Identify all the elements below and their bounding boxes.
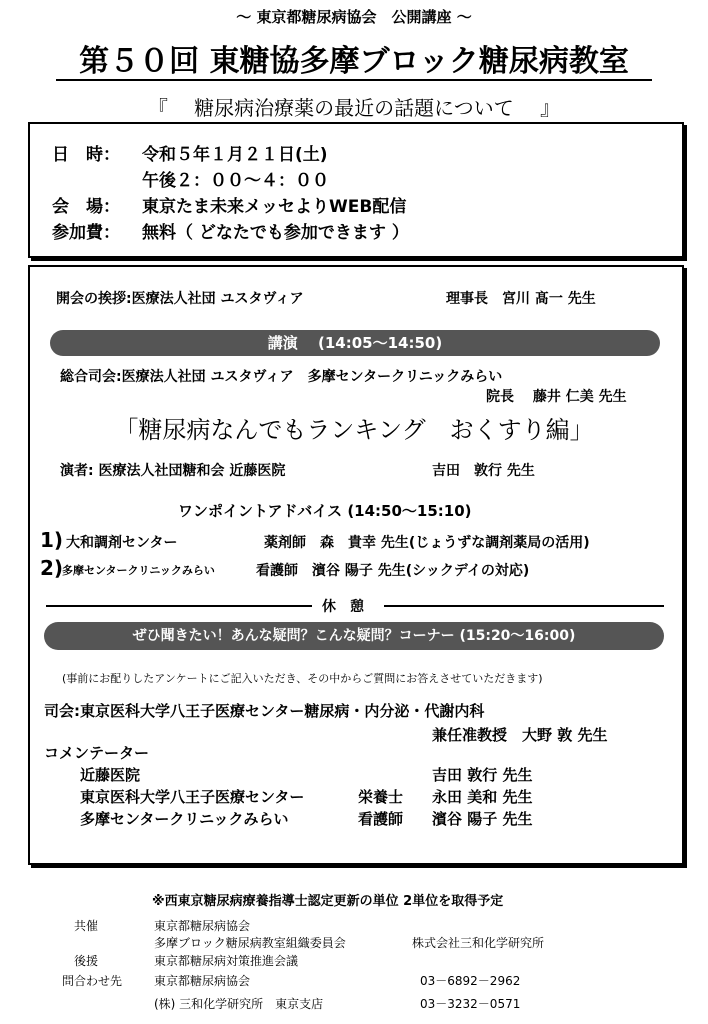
cohost-label: 共催 <box>74 919 99 933</box>
contact-1: 東京都糖尿病協会 <box>154 974 251 988</box>
organizer-line: ～ 東京都糖尿病協会 公開講座 ～ <box>236 8 472 26</box>
mc-line: 司会:東京医科大学八王子医療センター糖尿病・内分泌・代謝内科 <box>44 702 485 720</box>
page-title: 第５０回 東糖協多摩ブロック糖尿病教室 <box>79 44 629 79</box>
break-rule-left <box>46 605 312 607</box>
cohost-2: 多摩ブロック糖尿病教室組織委員会 <box>154 936 346 950</box>
fee-value: 無料（ どなたでも参加できます ） <box>142 223 409 243</box>
commentator-label: コメンテーター <box>44 744 150 762</box>
support-label: 後援 <box>74 954 99 968</box>
commentator-org: 東京医科大学八王子医療センター <box>80 788 305 806</box>
break-label: 休 憩 <box>322 599 364 615</box>
commentator-name: 濱谷 陽子 先生 <box>432 810 533 828</box>
speaker-person: 吉田 敦行 先生 <box>432 463 535 479</box>
credit-note: ※西東京糖尿病療養指導士認定更新の単位 2単位を取得予定 <box>152 894 504 909</box>
contact-1-phone: 03－6892－2962 <box>420 974 521 988</box>
venue-value: 東京たま未来メッセよりWEB配信 <box>142 197 407 217</box>
commentator-role: 看護師 <box>358 810 404 828</box>
venue-label: 会 場： <box>52 197 120 217</box>
commentator-name: 吉田 敦行 先生 <box>432 766 533 784</box>
commentator-role: 栄養士 <box>358 788 404 806</box>
title-underline <box>56 79 652 81</box>
page-subtitle: 『 糖尿病治療薬の最近の話題について 』 <box>147 96 561 120</box>
contact-2: (株) 三和化学研究所 東京支店 <box>154 997 324 1011</box>
qa-note: (事前にお配りしたアンケートにご記入いただき、その中からご質問にお答えさせていただきます) <box>62 672 543 685</box>
qa-corner-bar: ぜひ聞きたい！あんな疑問？こんな疑問？コーナー (15:20～16:00) <box>44 622 664 650</box>
support-1: 東京都糖尿病対策推進会議 <box>154 954 299 968</box>
date-label: 日 時： <box>52 145 120 165</box>
commentator-org: 近藤医院 <box>80 766 141 784</box>
commentator-name: 永田 美和 先生 <box>432 788 533 806</box>
date-value: 令和５年１月２１日(土) <box>142 145 328 165</box>
break-rule-right <box>384 605 664 607</box>
cohost-3: 株式会社三和化学研究所 <box>412 936 545 950</box>
speaker-affiliation: 演者: 医療法人社団糖和会 近藤医院 <box>60 463 286 479</box>
contact-label: 問合わせ先 <box>62 974 123 988</box>
chair-line: 総合司会:医療法人社団 ユスタヴィア 多摩センタークリニックみらい <box>60 369 503 385</box>
fee-label: 参加費： <box>52 223 120 243</box>
advice-title: ワンポイントアドバイス (14:50～15:10) <box>178 502 472 520</box>
lecture-title: 「糖尿病なんでもランキング おくすり編」 <box>114 416 594 444</box>
time-value: 午後２：００～４：００ <box>142 171 329 191</box>
advice1-number: 1) <box>40 528 64 552</box>
advice1-person: 薬剤師 森 貴幸 先生(じょうずな調剤薬局の活用) <box>264 535 590 551</box>
advice2-organization: 多摩センタークリニックみらい <box>62 564 215 577</box>
advice1-organization: 大和調剤センター <box>66 535 178 551</box>
mc-person: 兼任准教授 大野 敦 先生 <box>432 726 608 744</box>
advice2-number: 2) <box>40 556 64 580</box>
lecture-bar: 講演 (14:05～14:50) <box>50 330 660 356</box>
chair-person: 院長 藤井 仁美 先生 <box>486 389 627 405</box>
commentator-org: 多摩センタークリニックみらい <box>80 810 289 828</box>
opening-speaker: 理事長 宮川 髙一 先生 <box>446 291 596 307</box>
advice2-person: 看護師 濱谷 陽子 先生(シックデイの対応) <box>256 563 530 579</box>
contact-2-phone: 03－3232－0571 <box>420 997 521 1011</box>
cohost-1: 東京都糖尿病協会 <box>154 919 251 933</box>
opening-greeting: 開会の挨拶:医療法人社団 ユスタヴィア <box>56 291 304 307</box>
